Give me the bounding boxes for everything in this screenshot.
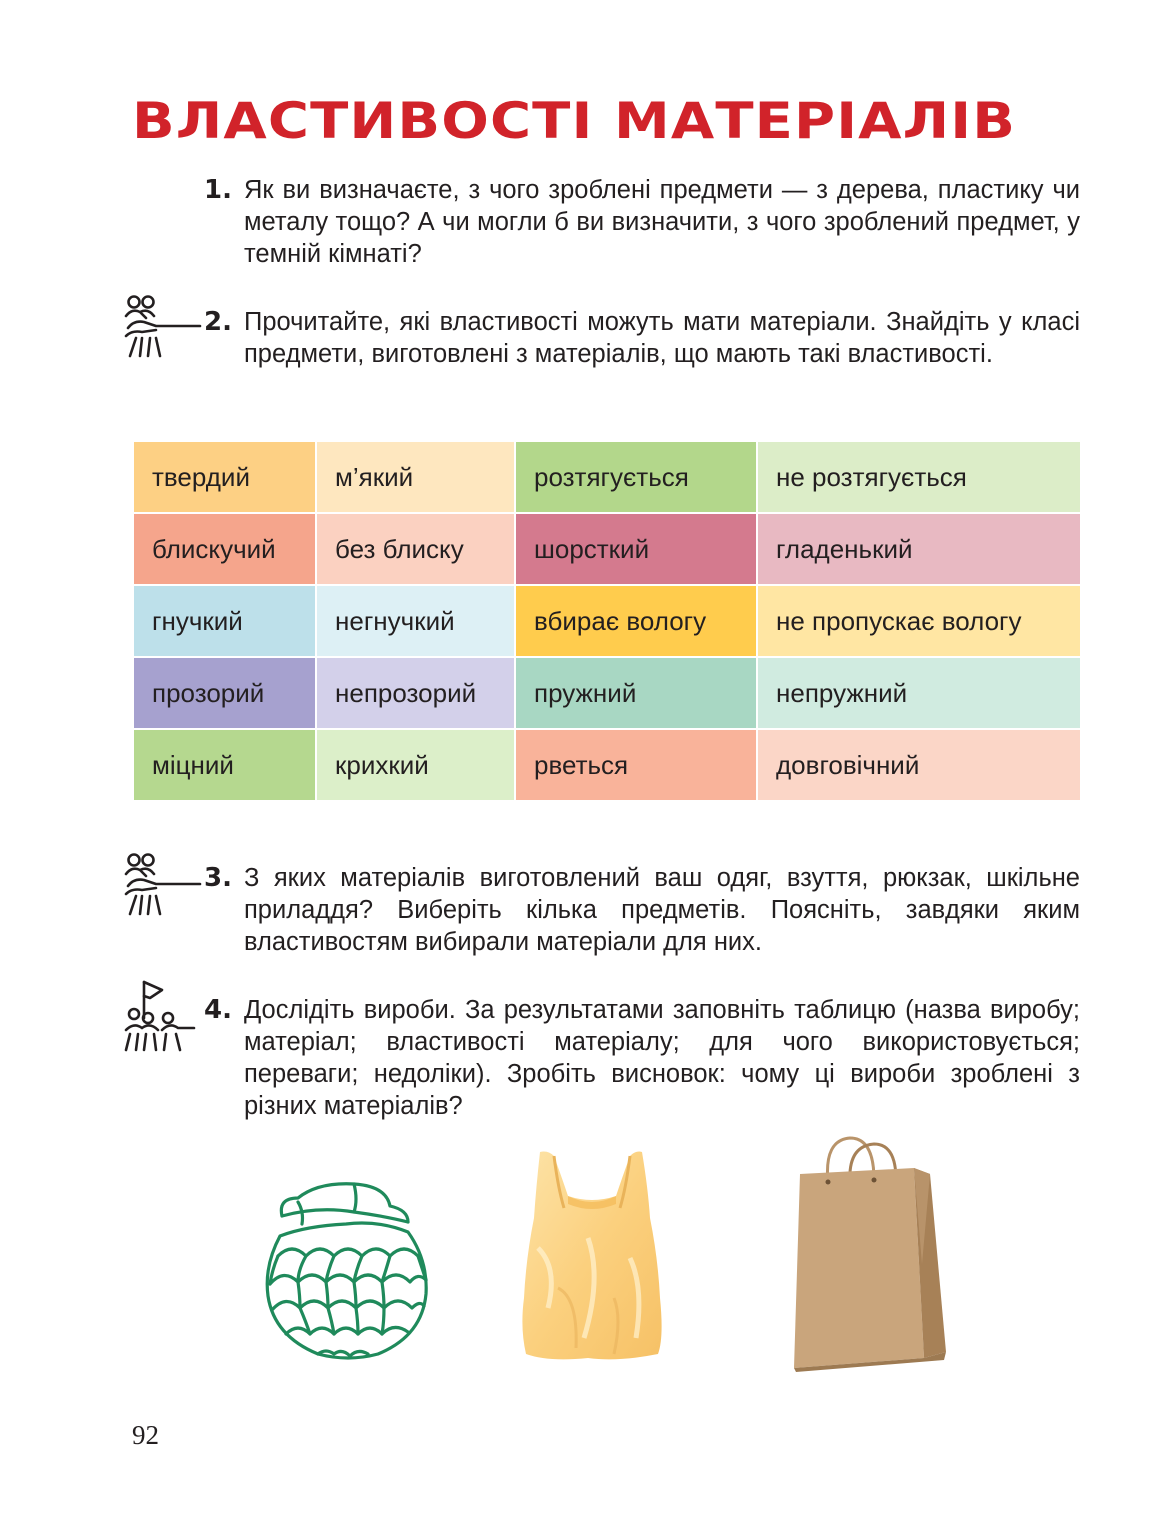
properties-table <box>132 440 1082 802</box>
table-cell: міцний <box>133 729 316 801</box>
table-cell: шорсткий <box>515 513 757 585</box>
table-cell: розтягується <box>515 441 757 513</box>
task-number: 3. <box>204 863 232 893</box>
table-cell: вбирає вологу <box>515 585 757 657</box>
string-bag-illustration <box>258 1176 434 1366</box>
page-number: 92 <box>132 1420 159 1450</box>
table-cell: м’який <box>316 441 515 513</box>
plastic-bag-illustration <box>518 1148 666 1364</box>
table-row <box>133 657 1081 729</box>
table-cell: негнучкий <box>316 585 515 657</box>
table-cell: блискучий <box>133 513 316 585</box>
table-cell: рветься <box>515 729 757 801</box>
task-text: Як ви визначаєте, з чого зроблені предмети — з дерева, пластику чи металу тощо? А чи могли б ви визначити, з чого зроблений предмет, у темній кімнаті? <box>244 176 1080 268</box>
table-cell: непружний <box>757 657 1081 729</box>
table-row <box>133 585 1081 657</box>
table-cell: твердий <box>133 441 316 513</box>
task-number: 2. <box>204 307 232 337</box>
group-work-icon <box>122 852 202 922</box>
paper-bag-illustration <box>790 1134 950 1374</box>
table-cell: гнучкий <box>133 585 316 657</box>
table-row <box>133 441 1081 513</box>
table-cell: не розтягується <box>757 441 1081 513</box>
table-cell: крихкий <box>316 729 515 801</box>
group-work-icon <box>122 294 202 364</box>
table-row <box>133 729 1081 801</box>
task-number: 4. <box>204 995 232 1025</box>
table-cell: гладенький <box>757 513 1081 585</box>
task-text: Дослідіть вироби. За результатами заповніть таблицю (назва виробу; матеріал; властивості матеріалу; для чого використовується; переваги; недоліки). Зробіть висновок: чому ці вироби зроблені з різних матеріалів? <box>244 996 1080 1120</box>
task-text: З яких матеріалів виготовлений ваш одяг, взуття, рюкзак, шкільне приладдя? Виберіть кілька предметів. Поясніть, завдяки яким властивостям вибирали матеріали для них. <box>244 864 1080 956</box>
task-number: 1. <box>204 175 232 205</box>
table-cell: довговічний <box>757 729 1081 801</box>
table-cell: пружний <box>515 657 757 729</box>
task-text: Прочитайте, які властивості можуть мати матеріали. Знайдіть у класі предмети, виготовлені з матеріалів, що мають такі властивості. <box>244 308 1080 368</box>
research-icon <box>122 978 202 1054</box>
table-cell: без блиску <box>316 513 515 585</box>
table-cell: непрозорий <box>316 657 515 729</box>
table-cell: не пропускає вологу <box>757 585 1081 657</box>
table-row <box>133 513 1081 585</box>
table-cell: прозорий <box>133 657 316 729</box>
page-title: ВЛАСТИВОСТІ МАТЕРІАЛІВ <box>132 92 1017 150</box>
